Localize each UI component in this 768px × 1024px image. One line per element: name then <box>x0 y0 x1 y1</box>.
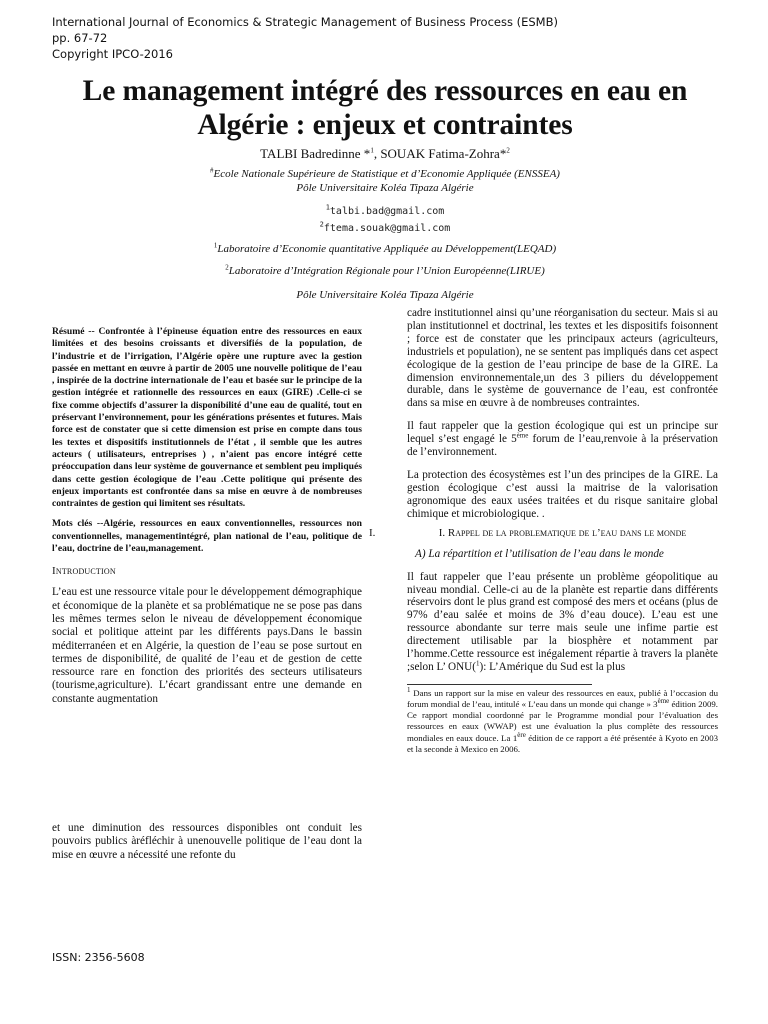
footnote-1-text-c: édition de ce rapport a été présentée à Kyoto en 2003 et la seconde à Mexico en 2006. <box>407 732 718 754</box>
introduction-heading: Introduction <box>52 565 116 578</box>
journal-name: International Journal of Economics & Strategic Management of Business Process (ESMB) <box>52 15 558 29</box>
footnote-divider <box>407 684 592 685</box>
footnote-1-text-a: Dans un rapport sur la mise en valeur des ressources en eaux, publié à l’occasion du forum mondial de l’eau, intitulé « L’eau dans un monde qui change » 3 <box>407 687 718 710</box>
right-paragraph-4-text-b: ): L’Amérique du Sud est la plus <box>479 660 626 673</box>
affiliation-lab-pole: Pôle Universitaire Koléa Tipaza Algérie <box>296 289 474 301</box>
footnote-ref-1[interactable]: 1 <box>475 659 480 668</box>
section-1-number: I. <box>369 526 376 539</box>
footnote-1-sup-2: ème <box>657 697 670 706</box>
right-paragraph-2-text-b: forum de l’eau,renvoie à la préservation de l’environnement. <box>407 433 718 459</box>
keywords: Mots clés --Algérie, ressources en eaux conventionnelles, ressources non conventionnelles, managementintégré, plan national de l’eau, politique de l’eau, doctrine de l’eau,management. <box>52 518 362 555</box>
paper-title <box>30 74 740 142</box>
email-2-link[interactable]: ftema.souak@gmail.com <box>323 223 451 234</box>
email-2-line <box>30 220 740 234</box>
introduction-paragraph-1: L’eau est une ressource vitale pour le développement démographique et économique de la planète et sa problématique ne se pose pas dans les mêmes termes selon le niveau de développement économique social et politique atteint par les différents pays.Dans le bassin méditerranéen et en Algérie, la question de l’eau se pose surtout en termes de disponibilité, de qualité de l’eau et de gestion de cette ressource rare en fonction des priorités des secteurs utilisateurs (tourisme,agriculture). L’écart grandissant entre une demande en constante augmentation <box>52 586 362 705</box>
affiliation-lab-2 <box>30 265 740 278</box>
introduction-paragraph-2: et une diminution des ressources disponibles ont conduit les pouvoirs publics àréfléchir à unenouvelle politique de l’eau dont la mise en œuvre a nécessité une refonte du <box>52 822 362 861</box>
title-line-2: Algérie : enjeux et contraintes <box>197 109 573 141</box>
author-2: SOUAK Fatima-Zohra* <box>380 146 507 161</box>
subsection-a-heading: A) La répartition et l’utilisation de l’eau dans le monde <box>415 547 664 560</box>
right-paragraph-3: La protection des écosystèmes est l’un des principes de la GIRE. La gestion écologique c’est aussi la maitrise de la valorisation agronomique des eaux usées traitées et du risque sanitaire global chimique et microbiologique. . <box>407 468 718 520</box>
footnote-1 <box>407 685 719 755</box>
lab-1-name: Laboratoire d’Economie quantitative Appliquée au Développement(LEQAD) <box>217 243 557 255</box>
journal-header <box>52 14 732 62</box>
author-list <box>30 146 740 162</box>
affiliation-school-pole: Pôle Universitaire Koléa Tipaza Algérie <box>296 182 474 194</box>
affiliation-school <box>30 168 740 181</box>
school-sup: # <box>210 166 214 175</box>
author-1: TALBI Badredinne * <box>260 146 371 161</box>
right-paragraph-4-text-a: Il faut rappeler que l’eau présente un problème géopolitique au niveau mondial. Celle-ci au de la planète est repartie dans différents réservoirs dont le plus grand est composé des mers et océans (plus de 97% d’eau salée et moins de 3% d’eau douce). L’eau est une ressource abondante sur terre mais seule une infime partie est directement utilisable par la biosphère et notamment par l’homme.Cette ressource est inégalement répartie à travers la planète ;selon L’ ONU( <box>407 570 718 673</box>
left-column <box>52 326 362 706</box>
email-1-sup: 1 <box>325 203 330 212</box>
footnote-1-text-b: édition 2009. Ce rapport mondial coordonné par le Programme mondial pour l’évaluation des ressources en eaux (WWAP) est une évaluation la plus complète des ressources mondiales en eaux douce. La 1 <box>407 699 719 743</box>
journal-copyright: Copyright IPCO-2016 <box>52 47 173 61</box>
email-2-sup: 2 <box>319 220 324 229</box>
right-paragraph-2-text-a: Il faut rappeler que la gestion écologique qui est un principe sur lequel s’est engagé le 5 <box>407 420 718 446</box>
lab-1-sup: 1 <box>213 241 218 250</box>
footnote-1-marker: 1 <box>407 685 411 694</box>
email-1-line <box>30 203 740 217</box>
school-name: Ecole Nationale Supérieure de Statistique et d’Economie Appliquée (ENSSEA) <box>213 168 560 180</box>
footnote-1-sup-3: ère <box>517 730 526 739</box>
abstract: Résumé -- Confrontée à l’épineuse équation entre des ressources en eaux limitées et des besoins croissants et diversifiés de la population, de l’industrie et de l’irrigation, l’Algérie opère une rupture avec la gestion passée en mettant en œuvre à partir de 2005 une nouvelle politique de l’eau , inspirée de la doctrine internationale de l’eau et basée sur le principe de la gestion intégrée et rationnelle des ressources en eaux (GIRE) .Celle-ci se fixe comme objectifs d’assurer la disponibilité d’une eau de qualité, tout en préservant l’environnement, pour les générations présentes et futures. Mais force est de constater que si cette dimension est prise en compte dans tous les textes et dispositifs institutionnels de l’état , il semble que les autres acteurs ( utilisateurs, entreprises ) , n’aient pas encore intégré cette préoccupation dans leur système de gouvernance et semblent peu impliqués dans cette gestion écologique de l’eau .Cette politique qui présente des enjeux importants est confrontée dans sa mise en œuvre à de nombreuses contraintes de gestion qui limitent ses résultats. <box>52 326 362 510</box>
email-1-link[interactable]: talbi.bad@gmail.com <box>329 206 445 217</box>
issn-footer: ISSN: 2356-5608 <box>52 951 145 964</box>
lab-2-name: Laboratoire d’Intégration Régionale pour l’Union Européenne(LIRUE) <box>228 265 545 277</box>
right-paragraph-1: cadre institutionnel ainsi qu’une réorganisation du secteur. Mais si au plan institutionnel et doctrinal, les textes et les dispositifs foisonnent ; force est de constater que les principaux acteurs (agriculteurs, industriels et population), ne se sentent pas impliqués dans cet aspect écologique de la gestion de l’eau principe de base de la GIRE. La dimension environnementale,un des 3 piliers du développement durable, dans le système de gouvernance de l’eau, est confrontée dans sa mise en œuvre à de nombreuses contraintes. <box>407 307 718 410</box>
right-column <box>369 307 719 755</box>
author-separator: , <box>373 146 381 161</box>
right-paragraph-2-sup: ème <box>516 431 529 440</box>
section-1-heading <box>369 526 718 540</box>
lab-2-sup: 2 <box>225 263 229 272</box>
author-2-sup: 2 <box>506 146 510 155</box>
journal-pages: pp. 67-72 <box>52 31 108 45</box>
section-1-title: I. Rappel de la problematique de l’eau dans le monde <box>438 526 687 539</box>
right-paragraph-4 <box>407 571 718 674</box>
title-line-1: Le management intégré des ressources en eau en <box>82 75 688 107</box>
author-1-sup: 1 <box>370 146 374 155</box>
affiliation-lab-1 <box>30 243 740 256</box>
left-column-continued <box>52 822 362 862</box>
right-paragraph-2 <box>407 420 718 459</box>
